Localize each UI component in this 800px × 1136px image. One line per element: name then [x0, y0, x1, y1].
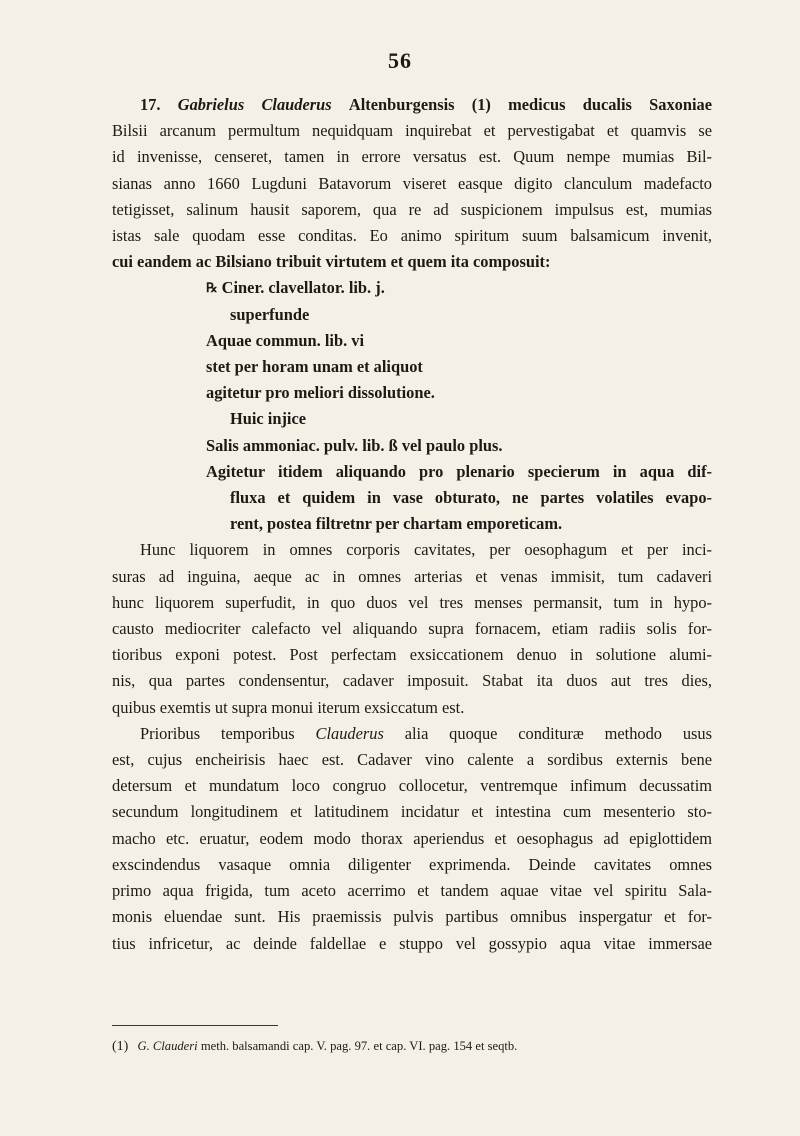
paragraph-3-line-1-end: alia quoque condituræ methodo usus: [404, 723, 712, 743]
paragraph-2-line: hunc liquorem superfudit, in quo duos vel tres menses permansit, tum in hypo-: [112, 592, 712, 612]
footnote-author: G. Clauderi: [137, 1039, 198, 1053]
recipe-line: Aquae commun. lib. vi: [206, 330, 365, 350]
paragraph-2-line: suras ad inguina, aeque ac in omnes arterias et venas immisit, tum cadaveri: [112, 566, 712, 586]
paragraph-3-line-1-start: Prioribus temporibus: [140, 723, 295, 743]
recipe-line: Agitetur itidem aliquando pro plenario specierum in aqua dif-: [206, 461, 712, 481]
recipe-line: rent, postea filtretnr per chartam emporeticam.: [230, 514, 563, 534]
paragraph-2-line: quibus exemtis ut supra monui iterum exsiccatum est.: [112, 697, 465, 717]
recipe-line: superfunde: [230, 304, 310, 324]
paragraph-3-line: detersum et mundatum loco congruo collocetur, ventremque infimum decussatim: [112, 776, 712, 796]
recipe-line: [112, 275, 712, 301]
paragraph-2-line: Hunc liquorem in omnes corporis cavitates, per oesophagum et per inci-: [140, 540, 712, 560]
recipe-line-1: Ciner. clavellator. lib. j.: [221, 278, 385, 298]
paragraph-3-line: monis eluendae sunt. His praemissis pulvis partibus omnibus inspergatur et for-: [112, 907, 712, 927]
recipe-symbol: ℞: [206, 280, 218, 296]
author-name: Clauderus: [315, 723, 384, 743]
paragraph-3-line: est, cujus encheirisis haec est. Cadaver vino calente a sordibus externis bene: [112, 750, 712, 770]
paragraph-1-line: tetigisset, salinum hausit saporem, qua re ad suspicionem impulsus est, mumias: [112, 199, 712, 219]
paragraph-2-line: causto mediocriter calefacto vel aliquando supra fornacem, etiam radiis solis for-: [112, 619, 712, 639]
paragraph-1-line-1: [112, 92, 712, 118]
main-text: [112, 92, 712, 957]
recipe-line: fluxa et quidem in vase obturato, ne partes volatiles evapo-: [230, 488, 712, 508]
paragraph-3-line: secundum longitudinem et latitudinem incidatur et intestina cum mesenterio sto-: [112, 802, 712, 822]
paragraph-3-line-1: [112, 721, 712, 747]
recipe-line: stet per horam unam et aliquot: [206, 357, 423, 377]
paragraph-3-line: primo aqua frigida, tum aceto acerrimo et tandem aquae vitae vel spiritu Sala-: [112, 881, 712, 901]
paragraph-3-line: macho etc. eruatur, eodem modo thorax aperiendus et oesophagus ad epiglottidem: [112, 828, 712, 848]
paragraph-1-line: istas sale quodam esse conditas. Eo animo spiritum suum balsamicum invenit,: [112, 226, 712, 246]
page-number: 56: [388, 48, 412, 73]
footnote-text: meth. balsamandi cap. V. pag. 97. et cap. VI. pag. 154 et seqtb.: [200, 1039, 518, 1053]
paragraph-2-line: nis, qua partes condensentur, cadaver imposuit. Stabat ita duos aut tres dies,: [112, 671, 712, 691]
paragraph-1-line: Bilsii arcanum permultum nequidquam inquirebat et pervestigabat et quamvis se: [112, 121, 712, 141]
paragraph-1-line: id invenisse, censeret, tamen in errore versatus est. Quum nempe mumias Bil-: [112, 147, 712, 167]
paragraph-3-line: exscindendus vasaque omnia diligenter exprimenda. Deinde cavitates omnes: [112, 854, 712, 874]
paragraph-2-line: tioribus exponi potest. Post perfectam exsiccationem denuo in solutione alumi-: [112, 645, 712, 665]
author-name: Gabrielus Clauderus: [177, 95, 332, 114]
paragraph-3-line: tius infricetur, ac deinde faldellae e stuppo vel gossypio aqua vitae immersae: [112, 933, 712, 953]
paragraph-1-line: cui eandem ac Bilsiano tribuit virtutem et quem ita composuit:: [112, 252, 551, 272]
paragraph-1-line-1-rest: Altenburgensis (1) medicus ducalis Saxoniae: [348, 95, 712, 114]
recipe-line: Huic injice: [230, 409, 307, 429]
footnote: [112, 1037, 712, 1056]
section-number: 17.: [140, 95, 161, 114]
footnote-marker: (1): [112, 1039, 129, 1054]
recipe-line: agitetur pro meliori dissolutione.: [206, 383, 435, 403]
recipe-line: Salis ammoniac. pulv. lib. ß vel paulo plus.: [206, 435, 503, 455]
footnote-divider: [112, 1025, 278, 1026]
paragraph-1-line: sianas anno 1660 Lugduni Batavorum viseret easque digito clanculum madefacto: [112, 173, 712, 193]
